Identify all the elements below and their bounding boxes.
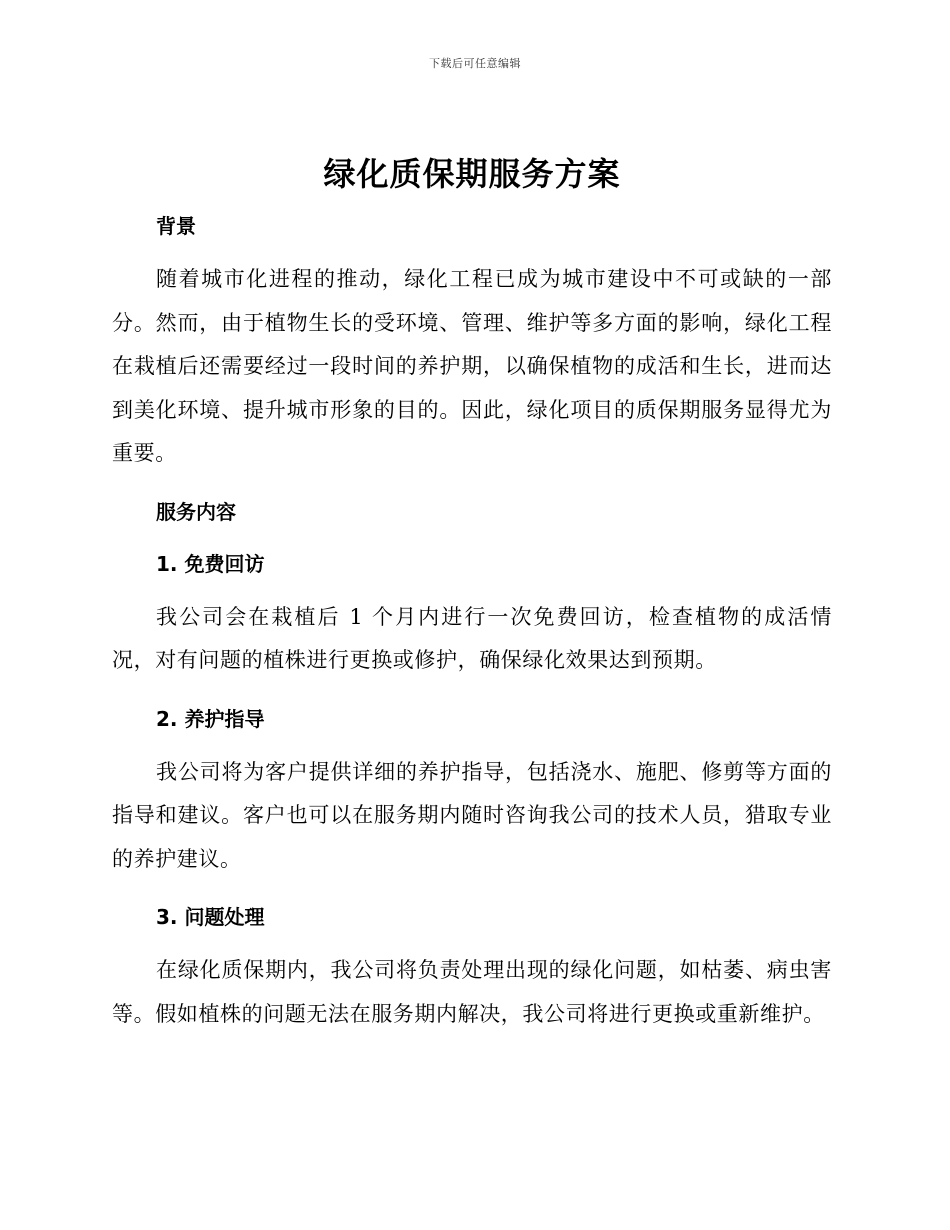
heading-item-3: 3. 问题处理: [156, 905, 265, 929]
heading-service-content: 服务内容: [156, 499, 236, 524]
paragraph-background: 随着城市化进程的推动，绿化工程已成为城市建设中不可或缺的一部分。然而，由于植物生长的受环境、管理、维护等多方面的影响，绿化工程在栽植后还需要经过一段时间的养护期，以确保植物的成活和生长，进而达到美化环境、提升城市形象的目的。因此，绿化项目的质保期服务显得尤为重要。: [112, 267, 832, 465]
heading-item-2: 2. 养护指导: [156, 706, 265, 731]
paragraph-item-1: 我公司会在栽植后 1 个月内进行一次免费回访，检查植物的成活情况，对有问题的植株进行更换或修护，确保绿化效果达到预期。: [112, 604, 832, 672]
document-body: [112, 148, 832, 1036]
paragraph-item-3: 在绿化质保期内，我公司将负责处理出现的绿化问题，如枯萎、病虫害等。假如植株的问题无法在服务期内解决，我公司将进行更换或重新维护。: [112, 958, 832, 1026]
heading-background: 背景: [156, 214, 196, 238]
paragraph-item-2: 我公司将为客户提供详细的养护指导，包括浇水、施肥、修剪等方面的指导和建议。客户也可以在服务期内随时咨询我公司的技术人员，猎取专业的养护建议。: [112, 759, 832, 871]
header-note: 下载后可任意编辑: [429, 57, 521, 70]
heading-item-1: 1. 免费回访: [156, 551, 265, 576]
document-title: 绿化质保期服务方案: [323, 155, 621, 193]
